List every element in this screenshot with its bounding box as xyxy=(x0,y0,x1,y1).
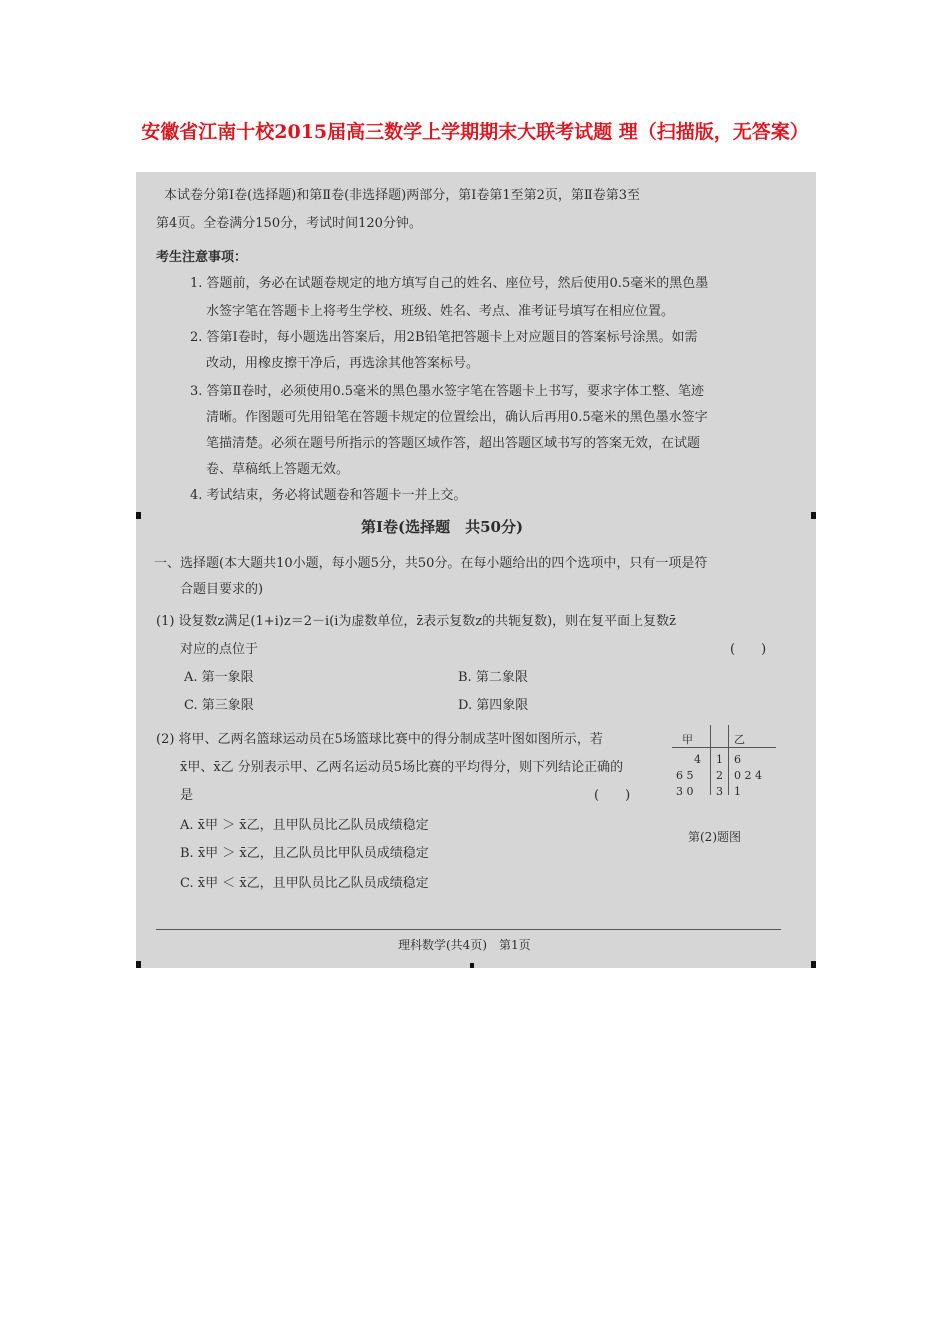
notice-item: 4. 考试结束，务必将试题卷和答题卡一并上交。 xyxy=(190,488,467,503)
option-c: C. x̄甲 ＜ x̄乙，且甲队员比乙队员成绩稳定 xyxy=(180,876,429,891)
part-heading: 一、选择题(本大题共10小题，每小题5分，共50分。在每小题给出的四个选项中，只有一项是符 xyxy=(154,556,708,571)
stem-leaf-plot xyxy=(672,725,782,815)
option-b: B. 第二象限 xyxy=(458,670,528,685)
option-b: B. x̄甲 ＞ x̄乙，且乙队员比甲队员成绩稳定 xyxy=(180,846,429,861)
option-a: A. 第一象限 xyxy=(184,670,254,685)
stem-header-left: 甲 xyxy=(682,733,693,746)
notice-item: 水签字笔在答题卡上将考生学校、班级、姓名、考点、准考证号填写在相应位置。 xyxy=(206,304,675,319)
notice-item: 清晰。作图题可先用铅笔在答题卡规定的位置绘出，确认后再用0.5毫米的黑色墨水签字 xyxy=(206,410,708,425)
answer-paren: ( ) xyxy=(730,642,767,657)
answer-paren: ( ) xyxy=(594,788,631,803)
page-footer: 理科数学(共4页) 第1页 xyxy=(398,938,531,952)
scanned-page xyxy=(136,172,816,968)
option-a: A. x̄甲 ＞ x̄乙，且甲队员比乙队员成绩稳定 xyxy=(180,818,429,833)
notice-item: 笔描清楚。必须在题号所指示的答题区域作答，超出答题区域书写的答案无效，在试题 xyxy=(206,436,701,451)
stem-value: 3 xyxy=(716,785,723,798)
question-1-text: 对应的点位于 xyxy=(180,642,259,657)
stem-value: 2 xyxy=(716,769,723,782)
stem-leaf-right: 0 2 4 xyxy=(734,769,762,782)
notice-item: 改动，用橡皮擦干净后，再选涂其他答案标号。 xyxy=(206,356,480,371)
registration-mark xyxy=(470,963,474,968)
stem-plot-rule xyxy=(728,725,729,795)
question-1-text: (1) 设复数z满足(1+i)z＝2－i(i为虚数单位，z̄表示复数z的共轭复数)，则在复平面上复数z̄ xyxy=(156,614,676,629)
intro-line: 第4页。全卷满分150分，考试时间120分钟。 xyxy=(156,216,422,231)
notice-item: 2. 答第Ⅰ卷时，每小题选出答案后，用2B铅笔把答题卡上对应题目的答案标号涂黑。如需 xyxy=(190,330,698,345)
registration-mark xyxy=(811,512,816,519)
figure-caption: 第(2)题图 xyxy=(688,830,741,844)
option-c: C. 第三象限 xyxy=(184,698,254,713)
stem-value: 1 xyxy=(716,753,723,766)
stem-header-right: 乙 xyxy=(734,733,745,746)
part-heading: 合题目要求的) xyxy=(180,582,264,597)
stem-leaf-left: 3 0 xyxy=(676,785,694,798)
stem-plot-rule xyxy=(710,725,711,795)
notice-item: 3. 答第Ⅱ卷时，必须使用0.5毫米的黑色墨水签字笔在答题卡上书写，要求字体工整、笔迹 xyxy=(190,384,705,399)
intro-line: 本试卷分第Ⅰ卷(选择题)和第Ⅱ卷(非选择题)两部分，第Ⅰ卷第1至第2页，第Ⅱ卷第3至 xyxy=(164,188,641,203)
registration-mark xyxy=(136,961,141,968)
notice-item: 卷、草稿纸上答题无效。 xyxy=(206,462,350,477)
section-title: 第Ⅰ卷(选择题 共50分) xyxy=(361,518,524,536)
stem-leaf-left: 4 xyxy=(694,753,701,766)
stem-leaf-right: 1 xyxy=(734,785,741,798)
notice-heading: 考生注意事项： xyxy=(156,250,248,265)
option-d: D. 第四象限 xyxy=(458,698,529,713)
stem-leaf-right: 6 xyxy=(734,753,741,766)
stem-leaf-left: 6 5 xyxy=(676,769,694,782)
document-title: 安徽省江南十校2015届高三数学上学期期末大联考试题 理（扫描版，无答案） xyxy=(141,121,809,143)
footer-rule xyxy=(156,929,781,930)
question-2-text: x̄甲、x̄乙 分别表示甲、乙两名运动员5场比赛的平均得分，则下列结论正确的 xyxy=(180,760,624,775)
registration-mark xyxy=(811,961,816,968)
question-2-text: (2) 将甲、乙两名篮球运动员在5场篮球比赛中的得分制成茎叶图如图所示，若 xyxy=(156,732,603,747)
stem-plot-rule xyxy=(672,747,776,748)
notice-item: 1. 答题前，务必在试题卷规定的地方填写自己的姓名、座位号，然后使用0.5毫米的黑色墨 xyxy=(190,276,709,291)
registration-mark xyxy=(136,512,141,519)
question-2-text: 是 xyxy=(180,788,194,803)
